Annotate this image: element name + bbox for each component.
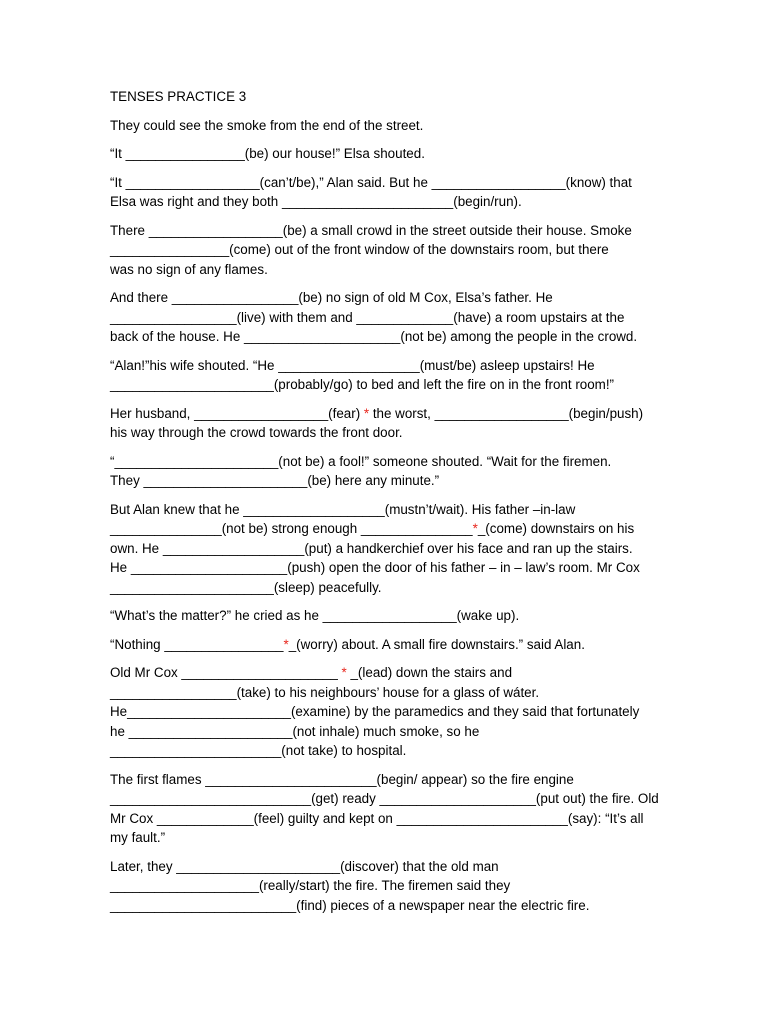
text-segment: Elsa was right and they both _______________________(begin/run). (110, 194, 522, 209)
text-segment: _________________(take) to his neighbours’ house for a glass of wáter. (110, 684, 540, 700)
text-line (110, 423, 670, 443)
exercise-paragraph (110, 173, 670, 212)
text-segment: They could see the smoke from the end of the street. (110, 117, 424, 133)
text-line (110, 260, 670, 280)
text-line (110, 471, 670, 491)
text-segment: “Alan!”his wife shouted. “He ___________________(must/be) asleep upstairs! He (110, 357, 595, 373)
text-line (110, 663, 670, 683)
text-line (110, 116, 670, 136)
asterisk-mark: * (341, 665, 347, 680)
text-line (110, 578, 670, 598)
text-segment: _(worry) about. A small fire downstairs.” said Alan. (288, 636, 585, 652)
text-segment: And there _________________(be) no sign of old M Cox, Elsa’s father. He (110, 290, 553, 305)
text-segment: my fault.” (110, 830, 166, 845)
exercise-paragraph (110, 404, 670, 443)
text-segment: Her husband, __________________(fear) (110, 405, 364, 421)
text-segment: Later, they ______________________(discover) that the old man (110, 858, 499, 874)
text-line (110, 452, 670, 472)
text-segment: _______________________(not take) to hospital. (110, 743, 407, 758)
text-segment: _(lead) down the stairs and (346, 665, 513, 680)
exercise-paragraph (110, 356, 670, 395)
text-segment: “It __________________(can’t/be),” Alan said. But he __________________(know) that (110, 174, 632, 190)
text-line (110, 500, 670, 520)
text-segment: “It ________________(be) our house!” Elsa shouted. (110, 146, 425, 161)
exercise-paragraph (110, 116, 670, 136)
exercise-paragraph (110, 635, 670, 655)
text-line (110, 240, 670, 260)
text-segment: Mr Cox _____________(feel) guilty and kept on _______________________(say): “It’s all (110, 810, 644, 826)
text-segment: the worst, __________________(begin/push) (369, 405, 644, 421)
text-line (110, 327, 670, 347)
text-segment: “Nothing ________________ (110, 636, 284, 652)
text-line (110, 404, 670, 424)
exercise-paragraph (110, 663, 670, 761)
asterisk-mark: * (472, 521, 478, 536)
text-segment: ______________________(probably/go) to bed and left the fire on in the front room!” (110, 377, 615, 392)
text-segment: “What’s the matter?” he cried as he __________________(wake up). (110, 608, 520, 623)
text-segment: _(come) downstairs on his (477, 521, 635, 536)
text-segment: ___________________________(get) ready _____________________(put out) the fire. Old (110, 791, 659, 806)
asterisk-mark: * (283, 636, 289, 652)
text-line (110, 741, 670, 761)
text-segment: There __________________(be) a small crowd in the street outside their house. Smoke (110, 222, 632, 238)
text-segment: he ______________________(not inhale) much smoke, so he (110, 723, 480, 739)
text-line (110, 539, 670, 559)
text-segment: But Alan knew that he ___________________(mustn’t/wait). His father –in-law (110, 501, 576, 517)
text-line (110, 308, 670, 328)
text-line (110, 356, 670, 376)
text-line (110, 896, 670, 916)
text-line (110, 558, 670, 578)
exercise-body (110, 116, 670, 916)
worksheet-page (110, 87, 670, 924)
text-line (110, 722, 670, 742)
text-segment: They ______________________(be) here any minute.” (110, 473, 440, 488)
text-line (110, 702, 670, 722)
exercise-paragraph (110, 144, 670, 164)
text-segment: ______________________(sleep) peacefully. (110, 579, 382, 595)
text-segment: was no sign of any flames. (110, 261, 268, 277)
text-segment: Old Mr Cox _____________________ (110, 665, 342, 680)
text-segment: his way through the crowd towards the front door. (110, 425, 403, 440)
text-line (110, 635, 670, 655)
text-segment: _______________(not be) strong enough _______________ (110, 521, 473, 536)
page-title: TENSES PRACTICE 3 (110, 89, 247, 104)
text-segment: “______________________(not be) a fool!” someone shouted. “Wait for the firemen. (110, 453, 612, 469)
text-segment: back of the house. He _____________________(not be) among the people in the crowd. (110, 329, 638, 344)
text-line (110, 173, 670, 193)
exercise-paragraph (110, 221, 670, 280)
text-line (110, 683, 670, 703)
text-segment: He _____________________(push) open the door of his father – in – law’s room. Mr Cox (110, 560, 640, 575)
exercise-paragraph (110, 606, 670, 626)
text-line (110, 519, 670, 539)
text-segment: _________________(live) with them and _____________(have) a room upstairs at the (110, 309, 625, 325)
text-line (110, 221, 670, 241)
text-line (110, 857, 670, 877)
text-segment: _________________________(find) pieces of a newspaper near the electric fire. (110, 897, 590, 913)
text-line (110, 876, 670, 896)
exercise-paragraph (110, 288, 670, 347)
exercise-paragraph (110, 857, 670, 916)
asterisk-mark: * (363, 405, 370, 421)
text-line (110, 770, 670, 790)
text-line (110, 789, 670, 809)
text-line (110, 809, 670, 829)
exercise-paragraph (110, 500, 670, 598)
text-line (110, 828, 670, 848)
text-segment: ________________(come) out of the front window of the downstairs room, but there (110, 242, 609, 257)
text-line (110, 288, 670, 308)
text-segment: own. He ___________________(put) a handkerchief over his face and ran up the stairs. (110, 540, 633, 556)
text-segment: He______________________(examine) by the paramedics and they said that fortunately (110, 704, 640, 719)
exercise-paragraph (110, 452, 670, 491)
text-segment: ____________________(really/start) the fire. The firemen said they (110, 878, 511, 893)
text-line (110, 375, 670, 395)
text-line (110, 192, 670, 212)
text-line (110, 606, 670, 626)
text-line (110, 144, 670, 164)
exercise-paragraph (110, 770, 670, 848)
text-segment: The first flames _______________________(begin/ appear) so the fire engine (110, 771, 574, 787)
